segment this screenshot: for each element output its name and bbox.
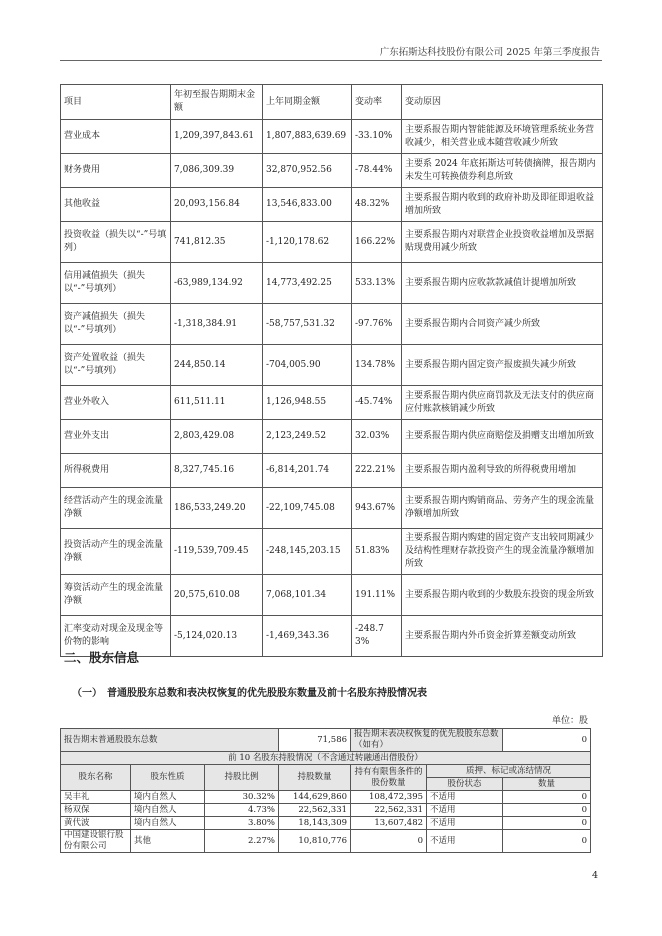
col-nature: 股东性质 bbox=[131, 765, 205, 791]
table-row bbox=[61, 188, 603, 222]
header-cell: 变动率 bbox=[352, 85, 402, 120]
shareholder-nature: 其他 bbox=[131, 830, 205, 853]
prior-amount-cell: 14,773,492.25 bbox=[263, 263, 352, 304]
table-row bbox=[61, 420, 603, 454]
item-cell: 营业成本 bbox=[61, 120, 171, 154]
table-row bbox=[61, 817, 591, 830]
item-cell: 其他收益 bbox=[61, 188, 171, 222]
table-row bbox=[61, 345, 603, 386]
current-amount-cell: 741,812.35 bbox=[171, 222, 263, 263]
prior-amount-cell: -248,145,203.15 bbox=[263, 529, 352, 575]
change-rate-cell: 166.22% bbox=[352, 222, 402, 263]
report-header: 广东拓斯达科技股份有限公司 2025 年第三季度报告 bbox=[379, 47, 600, 58]
prior-amount-cell: -1,120,178.62 bbox=[263, 222, 352, 263]
table-row bbox=[61, 804, 591, 817]
section-title: 二、股东信息 bbox=[64, 650, 140, 665]
holding-ratio: 4.73% bbox=[205, 804, 279, 817]
change-rate-cell: -45.74% bbox=[352, 386, 402, 420]
holding-ratio: 3.80% bbox=[205, 817, 279, 830]
reason-cell: 主要系报告期内盈利导致的所得税费用增加 bbox=[402, 454, 603, 488]
item-cell: 投资收益（损失以“-”号填列） bbox=[61, 222, 171, 263]
change-rate-cell: 191.11% bbox=[352, 575, 402, 616]
prior-amount-cell: -6,814,201.74 bbox=[263, 454, 352, 488]
change-rate-cell: 32.03% bbox=[352, 420, 402, 454]
prior-amount-cell: -58,757,531.32 bbox=[263, 304, 352, 345]
shareholder-name: 中国建设银行股份有限公司 bbox=[61, 830, 131, 853]
reason-cell: 主要系报告期内外币资金折算差额变动所致 bbox=[402, 616, 603, 657]
reason-cell: 主要系报告期内收到的政府补助及即征即退收益增加所致 bbox=[402, 188, 603, 222]
change-rate-cell: -33.10% bbox=[352, 120, 402, 154]
col-ratio: 持股比例 bbox=[205, 765, 279, 791]
current-amount-cell: -5,124,020.13 bbox=[171, 616, 263, 657]
table-row bbox=[61, 488, 603, 529]
table-row bbox=[61, 616, 603, 657]
column-header-row bbox=[61, 765, 591, 778]
current-amount-cell: -63,989,134.92 bbox=[171, 263, 263, 304]
prior-amount-cell: 1,126,948.55 bbox=[263, 386, 352, 420]
item-cell: 财务费用 bbox=[61, 154, 171, 188]
table-row bbox=[61, 791, 591, 804]
variance-table bbox=[60, 84, 603, 657]
change-rate-cell: 222.21% bbox=[352, 454, 402, 488]
table-row bbox=[61, 575, 603, 616]
prior-amount-cell: 2,123,249.52 bbox=[263, 420, 352, 454]
shareholder-name: 黄代波 bbox=[61, 817, 131, 830]
preferred-shareholders-label: 报告期末表决权恢复的优先股股东总数（如有） bbox=[351, 729, 503, 752]
table-row bbox=[61, 154, 603, 188]
prior-amount-cell: -22,109,745.08 bbox=[263, 488, 352, 529]
item-cell: 所得税费用 bbox=[61, 454, 171, 488]
restricted-quantity: 13,607,482 bbox=[351, 817, 427, 830]
pledge-count: 0 bbox=[503, 791, 591, 804]
reason-cell: 主要系报告期内收到的少数股东投资的现金所致 bbox=[402, 575, 603, 616]
reason-cell: 主要系报告期内购销商品、劳务产生的现金流量净额增加所致 bbox=[402, 488, 603, 529]
total-shareholders-value: 71,586 bbox=[279, 729, 351, 752]
item-cell: 资产减值损失（损失以“-”号填列） bbox=[61, 304, 171, 345]
reason-cell: 主要系报告期内供应商赔偿及捐赠支出增加所致 bbox=[402, 420, 603, 454]
prior-amount-cell: 32,870,952.56 bbox=[263, 154, 352, 188]
unit-label: 单位：股 bbox=[551, 716, 588, 726]
col-restricted: 持有有限售条件的股份数量 bbox=[351, 765, 427, 791]
col-status: 股份状态 bbox=[427, 778, 503, 791]
total-shareholders-label: 报告期末普通股股东总数 bbox=[61, 729, 279, 752]
col-pledge: 质押、标记或冻结情况 bbox=[427, 765, 591, 778]
col-name: 股东名称 bbox=[61, 765, 131, 791]
restricted-quantity: 0 bbox=[351, 830, 427, 853]
shareholder-name: 杨双保 bbox=[61, 804, 131, 817]
shareholder-nature: 境内自然人 bbox=[131, 817, 205, 830]
item-cell: 投资活动产生的现金流量净额 bbox=[61, 529, 171, 575]
holding-quantity: 18,143,309 bbox=[279, 817, 351, 830]
pledge-count: 0 bbox=[503, 830, 591, 853]
prior-amount-cell: -704,005.90 bbox=[263, 345, 352, 386]
holding-quantity: 144,629,860 bbox=[279, 791, 351, 804]
change-rate-cell: -97.76% bbox=[352, 304, 402, 345]
item-cell: 经营活动产生的现金流量净额 bbox=[61, 488, 171, 529]
col-quantity: 持股数量 bbox=[279, 765, 351, 791]
table-row bbox=[61, 386, 603, 420]
top10-title-row bbox=[61, 752, 591, 765]
change-rate-cell: 533.13% bbox=[352, 263, 402, 304]
col-count: 数量 bbox=[503, 778, 591, 791]
header-cell: 上年同期金额 bbox=[263, 85, 352, 120]
current-amount-cell: 186,533,249.20 bbox=[171, 488, 263, 529]
item-cell: 筹资活动产生的现金流量净额 bbox=[61, 575, 171, 616]
reason-cell: 主要系报告期内应收款款减值计提增加所致 bbox=[402, 263, 603, 304]
table-row bbox=[61, 304, 603, 345]
header-divider bbox=[60, 60, 602, 61]
holding-ratio: 30.32% bbox=[205, 791, 279, 804]
top10-title: 前 10 名股东持股情况（不含通过转融通出借股份） bbox=[61, 752, 591, 765]
current-amount-cell: 7,086,309.39 bbox=[171, 154, 263, 188]
table-row bbox=[61, 120, 603, 154]
shareholder-table bbox=[60, 728, 591, 853]
current-amount-cell: 20,093,156.84 bbox=[171, 188, 263, 222]
change-rate-cell: 51.83% bbox=[352, 529, 402, 575]
shareholder-nature: 境内自然人 bbox=[131, 804, 205, 817]
table-row bbox=[61, 454, 603, 488]
reason-cell: 主要系报告期内供应商罚款及无法支付的供应商应付账款核销减少所致 bbox=[402, 386, 603, 420]
current-amount-cell: 1,209,397,843.61 bbox=[171, 120, 263, 154]
pledge-status: 不适用 bbox=[427, 791, 503, 804]
change-rate-cell: 943.67% bbox=[352, 488, 402, 529]
item-cell: 营业外收入 bbox=[61, 386, 171, 420]
header-cell: 项目 bbox=[61, 85, 171, 120]
shareholder-nature: 境内自然人 bbox=[131, 791, 205, 804]
reason-cell: 主要系报告期内购建的固定资产支出较同期减少及结构性理财存款投资产生的现金流量净额增加所致 bbox=[402, 529, 603, 575]
change-rate-cell: 48.32% bbox=[352, 188, 402, 222]
holding-ratio: 2.27% bbox=[205, 830, 279, 853]
header-cell: 年初至报告期期末金额 bbox=[171, 85, 263, 120]
current-amount-cell: 244,850.14 bbox=[171, 345, 263, 386]
item-cell: 汇率变动对现金及现金等价物的影响 bbox=[61, 616, 171, 657]
reason-cell: 主要系报告期内智能能源及环境管理系统业务营收减少，相关营业成本随营收减少所致 bbox=[402, 120, 603, 154]
current-amount-cell: -1,318,384.91 bbox=[171, 304, 263, 345]
item-cell: 信用减值损失（损失以“-”号填列） bbox=[61, 263, 171, 304]
restricted-quantity: 22,562,331 bbox=[351, 804, 427, 817]
reason-cell: 主要系 2024 年底拓斯达可转债摘牌，报告期内未发生可转换债券利息所致 bbox=[402, 154, 603, 188]
current-amount-cell: 611,511.11 bbox=[171, 386, 263, 420]
prior-amount-cell: 13,546,833.00 bbox=[263, 188, 352, 222]
variance-header-row bbox=[61, 85, 603, 120]
page-number: 4 bbox=[591, 870, 598, 881]
table-row bbox=[61, 529, 603, 575]
table-row bbox=[61, 222, 603, 263]
subsection-title: （一） 普通股股东总数和表决权恢复的优先股股东数量及前十名股东持股情况表 bbox=[72, 688, 427, 699]
prior-amount-cell: 7,068,101.34 bbox=[263, 575, 352, 616]
shareholder-name: 吴丰礼 bbox=[61, 791, 131, 804]
reason-cell: 主要系报告期内对联营企业投资收益增加及票据贴现费用减少所致 bbox=[402, 222, 603, 263]
change-rate-cell: 134.78% bbox=[352, 345, 402, 386]
table-row bbox=[61, 830, 591, 853]
current-amount-cell: 20,575,610.08 bbox=[171, 575, 263, 616]
current-amount-cell: 2,803,429.08 bbox=[171, 420, 263, 454]
table-row bbox=[61, 263, 603, 304]
prior-amount-cell: 1,807,883,639.69 bbox=[263, 120, 352, 154]
current-amount-cell: -119,539,709.45 bbox=[171, 529, 263, 575]
pledge-status: 不适用 bbox=[427, 804, 503, 817]
pledge-status: 不适用 bbox=[427, 830, 503, 853]
header-cell: 变动原因 bbox=[402, 85, 603, 120]
preferred-shareholders-value: 0 bbox=[503, 729, 591, 752]
item-cell: 营业外支出 bbox=[61, 420, 171, 454]
restricted-quantity: 108,472,395 bbox=[351, 791, 427, 804]
reason-cell: 主要系报告期内合同资产减少所致 bbox=[402, 304, 603, 345]
item-cell: 资产处置收益（损失以“-”号填列） bbox=[61, 345, 171, 386]
change-rate-cell: -78.44% bbox=[352, 154, 402, 188]
pledge-count: 0 bbox=[503, 817, 591, 830]
reason-cell: 主要系报告期内固定资产报废损失减少所致 bbox=[402, 345, 603, 386]
holding-quantity: 10,810,776 bbox=[279, 830, 351, 853]
holding-quantity: 22,562,331 bbox=[279, 804, 351, 817]
pledge-status: 不适用 bbox=[427, 817, 503, 830]
pledge-count: 0 bbox=[503, 804, 591, 817]
summary-row bbox=[61, 729, 591, 752]
prior-amount-cell: -1,469,343.36 bbox=[263, 616, 352, 657]
current-amount-cell: 8,327,745.16 bbox=[171, 454, 263, 488]
change-rate-cell: -248.73% bbox=[352, 616, 402, 657]
